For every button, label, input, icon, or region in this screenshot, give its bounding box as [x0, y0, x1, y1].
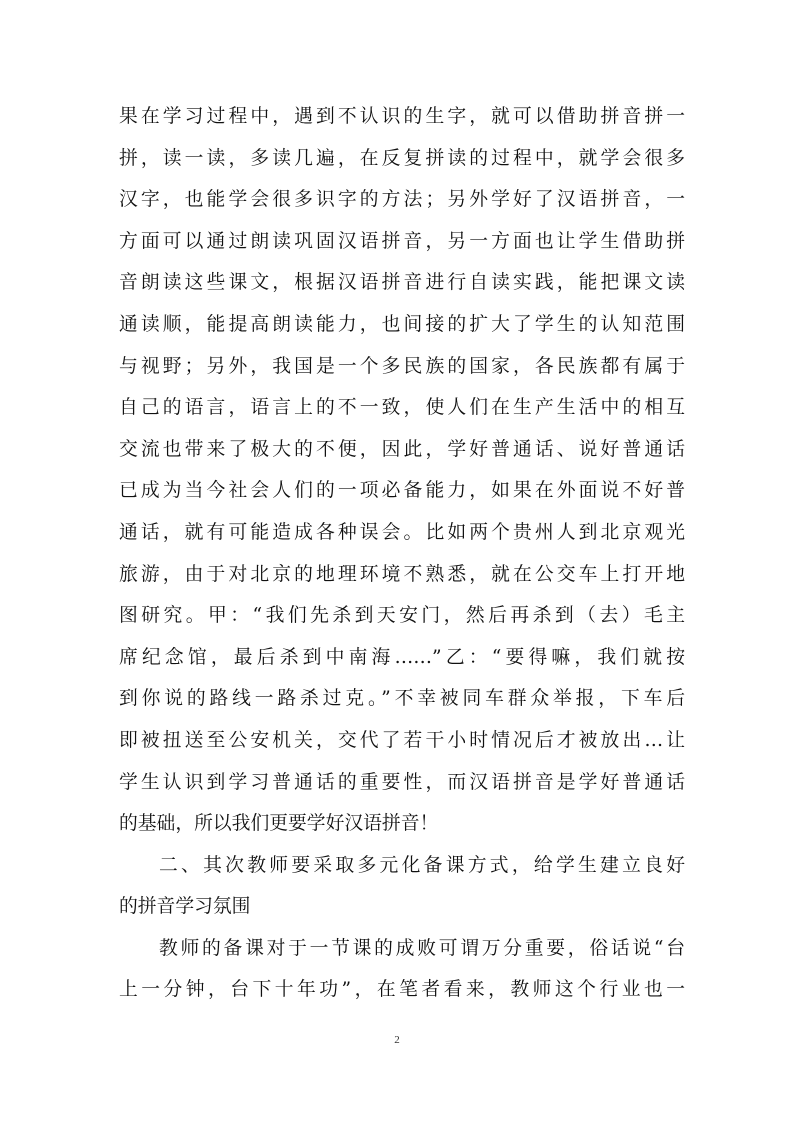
text-line: 汉字，也能学会很多识字的方法；另外学好了汉语拼音，一	[119, 189, 685, 211]
text-line: 已成为当今社会人们的一项必备能力，如果在外面说不好普	[119, 480, 685, 502]
text-line: 旅游，由于对北京的地理环境不熟悉，就在公交车上打开地	[119, 563, 685, 585]
text-line: 到你说的路线一路杀过克。”不幸被同车群众举报，下车后	[119, 688, 685, 710]
text-line: 学生认识到学习普通话的重要性，而汉语拼音是学好普通话	[119, 771, 685, 793]
paragraph-start-line: 教师的备课对于一节课的成败可谓万分重要，俗话说“台	[159, 937, 685, 959]
text-line: 通读顺，能提高朗读能力，也间接的扩大了学生的认知范围	[119, 313, 685, 335]
body-text	[119, 96, 685, 1011]
page-number: 2	[394, 1034, 400, 1046]
text-line: 拼，读一读，多读几遍，在反复拼读的过程中，就学会很多	[119, 147, 685, 169]
text-line: 果在学习过程中，遇到不认识的生字，就可以借助拼音拼一	[119, 106, 685, 127]
paragraph-end-line: 的基础，所以我们更要学好汉语拼音！	[119, 813, 439, 835]
section-heading-end-line: 的拼音学习氛围	[119, 896, 251, 918]
section-heading-line: 二、其次教师要采取多元化备课方式，给学生建立良好	[159, 854, 685, 876]
text-line: 与视野；另外，我国是一个多民族的国家，各民族都有属于	[119, 355, 685, 377]
text-line: 音朗读这些课文，根据汉语拼音进行自读实践，能把课文读	[119, 272, 685, 294]
text-line: 通话，就有可能造成各种误会。比如两个贵州人到北京观光	[119, 521, 685, 543]
text-line: 上一分钟，台下十年功”，在笔者看来，教师这个行业也一	[119, 979, 685, 1001]
text-line: 席纪念馆，最后杀到中南海……”乙：“要得嘛，我们就按	[119, 646, 685, 668]
text-line: 交流也带来了极大的不便，因此，学好普通话、说好普通话	[119, 438, 685, 460]
text-line: 自己的语言，语言上的不一致，使人们在生产生活中的相互	[119, 397, 685, 419]
text-line: 图研究。甲：“我们先杀到天安门，然后再杀到（去）毛主	[119, 605, 685, 627]
text-line: 方面可以通过朗读巩固汉语拼音，另一方面也让学生借助拼	[119, 230, 685, 252]
text-line: 即被扭送至公安机关，交代了若干小时情况后才被放出…让	[119, 729, 685, 751]
